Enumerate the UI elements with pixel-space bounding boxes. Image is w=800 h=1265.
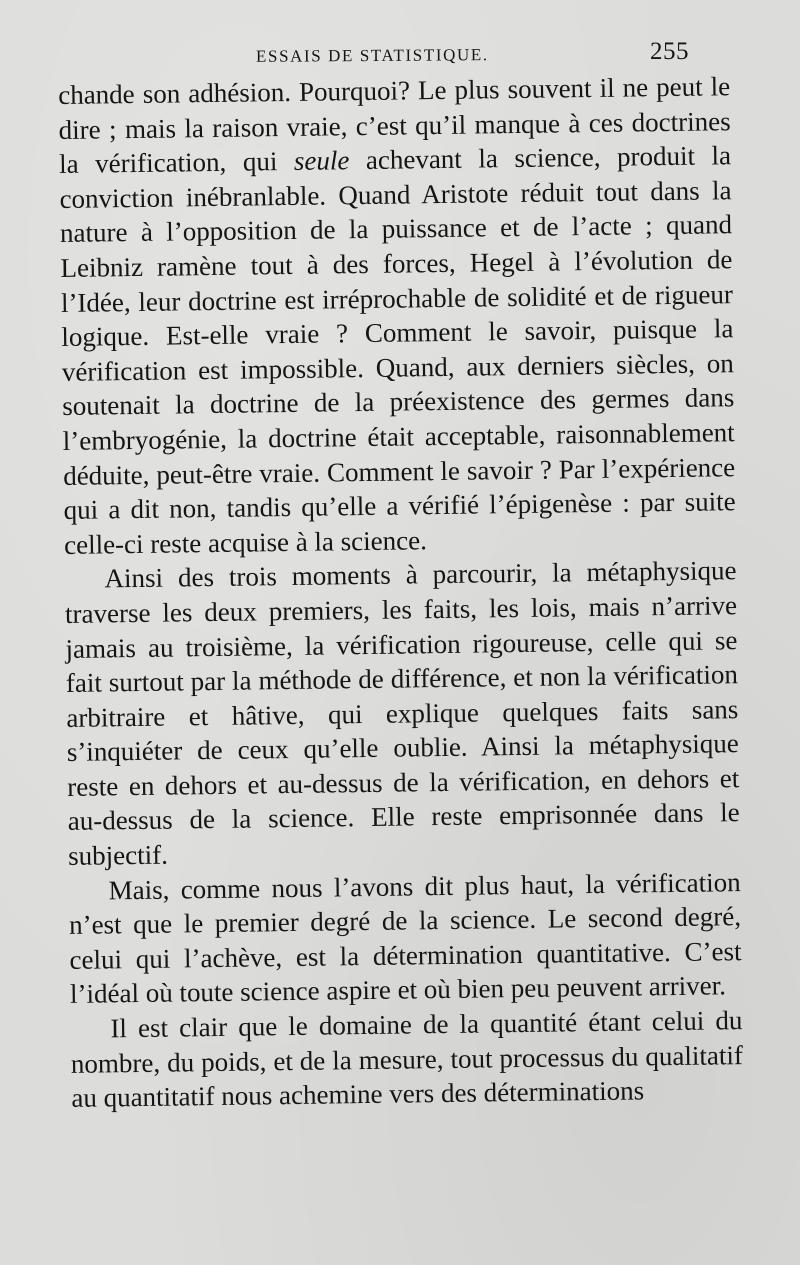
paragraph-1-text-before: chande son adhésion. Pourquoi? Le plus souvent il ne peut le dire ; mais la raison vraie, c’est qu’il manque à ces doctrines la vérification, qui	[58, 71, 731, 180]
body-text	[58, 69, 744, 1116]
running-title: ESSAIS DE STATISTIQUE.	[255, 45, 489, 66]
page-number: 255	[650, 38, 689, 65]
paragraph-4: Il est clair que le domaine de la quantité étant celui du nombre, du poids, et de la mesure, tout processus du qualitatif au quantitatif nous achemine vers des déterminations	[70, 1005, 744, 1114]
running-head	[0, 38, 800, 68]
paragraph-1-text-after: achevant la science, produit la conviction inébranlable. Quand Aristote réduit tout dans la nature à l’opposition de la puissance et de l’acte ; quand Leibniz ramène tout à des forces, Hegel à l’évolution de l’Idée, leur doctrine est irréprochable de solidité et de rigueur logique. Est-elle vraie ? Comment le savoir, puisque la vérification est impossible. Quand, aux derniers siècles, on soutenait la doctrine de la préexistence des germes dans l’embryogénie, la doctrine était acceptable, raisonnablement déduite, peut-être vraie. Comment le savoir ? Par l’expérience qui a dit non, tandis qu’elle a vérifié l’épigenèse : par suite celle-ci reste acquise à la science.	[59, 140, 736, 560]
paragraph-2: Ainsi des trois moments à parcourir, la métaphysique traverse les deux premiers, les faits, les lois, mais n’arrive jamais au troisième, la vérification rigoureuse, celle qui se fait surtout par la méthode de différence, et non la vérification arbitraire et hâtive, qui explique quelques faits sans s’inquiéter de ceux qu’elle oublie. Ainsi la métaphysique reste en dehors et au-dessus de la vérification, en dehors et au-dessus de la science. Elle reste emprisonnée dans le subjectif.	[64, 555, 740, 871]
emphasized-word: seule	[293, 145, 350, 177]
paragraph-1	[58, 69, 736, 562]
paragraph-3: Mais, comme nous l’avons dit plus haut, la vérification n’est que le premier degré de la science. Le second degré, celui qui l’achève, est la détermination quantitative. C’est l’idéal où toute science aspire et où bien peu peuvent arriver.	[68, 866, 742, 1010]
